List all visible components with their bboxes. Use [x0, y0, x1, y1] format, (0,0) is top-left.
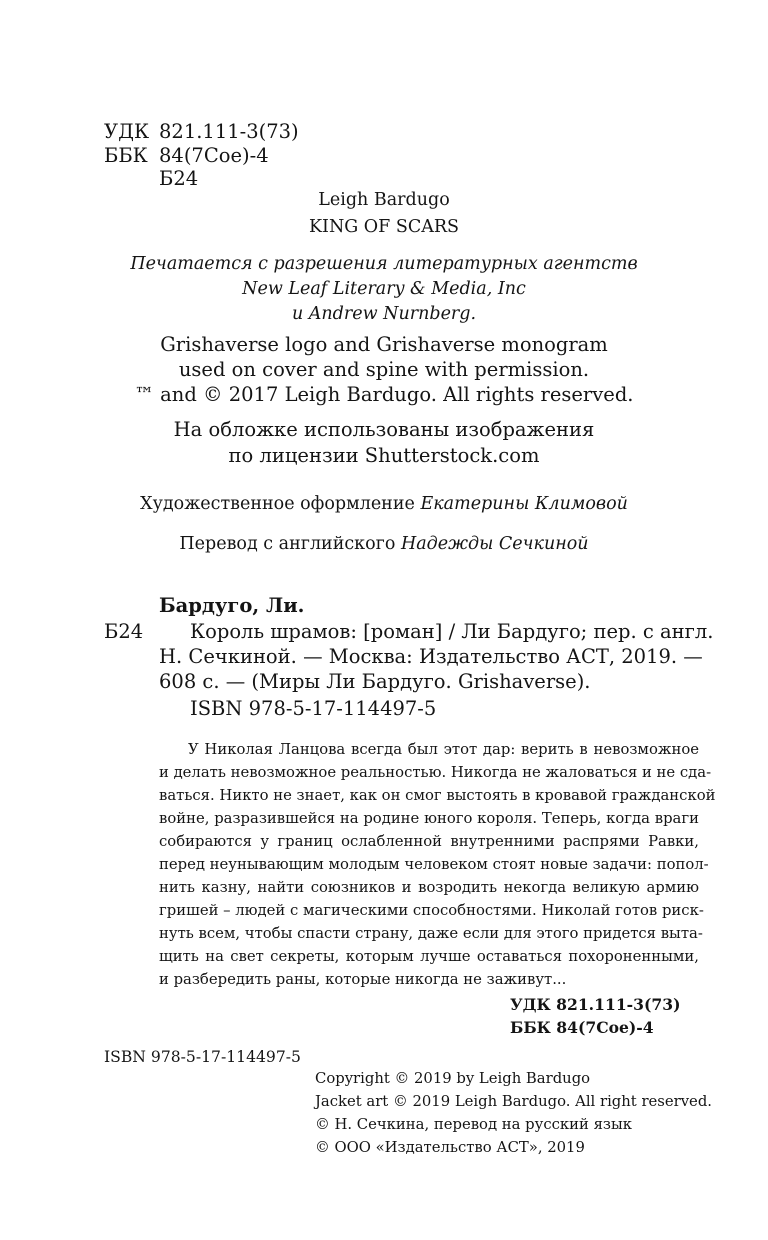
author-mark: Б24 [159, 167, 199, 190]
translator-name: Надежды Сечкиной [400, 534, 589, 554]
annotation-udk: УДК 821.111-3(73) [510, 995, 681, 1014]
annotation-line: У Николая Ланцова всегда был этот дар: верить в невозможное [188, 741, 699, 758]
permission-line: New Leaf Literary & Media, Inc [242, 279, 526, 299]
annotation-line: гришей – людей с магическими способностями. Николай готов риск- [159, 902, 704, 919]
cover-images-line: На обложке использованы изображения [173, 418, 595, 441]
annotation-line: собираются у границ ослабленной внутренними распрями Равки, [159, 833, 699, 850]
udk-label: УДК [104, 120, 150, 143]
catalog-line: 608 с. — (Миры Ли Бардуго. Grishaverse). [159, 670, 591, 693]
translation-credit-prefix: Перевод с английского [179, 534, 396, 554]
catalog-author-heading: Бардуго, Ли. [159, 594, 305, 617]
udk-value: 821.111-3(73) [159, 120, 299, 143]
catalog-line: Король шрамов: [роман] / Ли Бардуго; пер. с англ. [190, 620, 714, 643]
catalog-code: Б24 [104, 620, 144, 643]
catalog-line: Н. Сечкиной. — Москва: Издательство АСТ, 2019. — [159, 645, 703, 668]
copyright-line: Jacket art © 2019 Leigh Bardugo. All right reserved. [315, 1093, 712, 1110]
annotation-line: войне, разразившейся на родине юного короля. Теперь, когда враги [159, 810, 699, 827]
design-credit [0, 494, 768, 514]
annotation-bbk: ББК 84(7Сое)-4 [510, 1018, 654, 1037]
permission-line: Печатается с разрешения литературных агентств [130, 254, 638, 274]
cover-images-line: по лицензии Shutterstock.com [228, 444, 540, 467]
original-author: Leigh Bardugo [318, 190, 450, 210]
copyright-line: Copyright © 2019 by Leigh Bardugo [315, 1070, 591, 1087]
footer-isbn: ISBN 978-5-17-114497-5 [104, 1048, 301, 1066]
annotation-line: перед неунывающим молодым человеком стоят новые задачи: попол- [159, 856, 709, 873]
annotation-line: ваться. Никто не знает, как он смог выстоять в кровавой гражданской [159, 787, 716, 804]
original-title: KING OF SCARS [308, 217, 460, 237]
annotation-line: нуть всем, чтобы спасти страну, даже если для этого придется выта- [159, 925, 703, 942]
bbk-value: 84(7Сое)-4 [159, 144, 269, 167]
translation-credit [0, 534, 768, 554]
designer-name: Екатерины Климовой [420, 494, 628, 514]
annotation-line: щить на свет секреты, которым лучше оставаться похороненными, [159, 948, 699, 965]
catalog-isbn: ISBN 978-5-17-114497-5 [190, 697, 437, 720]
trademark-line: used on cover and spine with permission. [178, 358, 590, 381]
bbk-label: ББК [104, 144, 148, 167]
design-credit-prefix: Художественное оформление [140, 494, 415, 514]
trademark-line: Grishaverse logo and Grishaverse monogram [160, 333, 608, 356]
copyright-line: © ООО «Издательство АСТ», 2019 [315, 1139, 585, 1156]
annotation-line: и делать невозможное реальностью. Никогда не жаловаться и не сда- [159, 764, 712, 781]
annotation-line: нить казну, найти союзников и возродить некогда великую армию [159, 879, 699, 896]
permission-line: и Andrew Nurnberg. [291, 304, 477, 324]
trademark-line: ™ and © 2017 Leigh Bardugo. All rights reserved. [134, 383, 634, 406]
annotation-line: и разбередить раны, которые никогда не заживут... [159, 971, 567, 988]
copyright-line: © Н. Сечкина, перевод на русский язык [315, 1116, 633, 1133]
